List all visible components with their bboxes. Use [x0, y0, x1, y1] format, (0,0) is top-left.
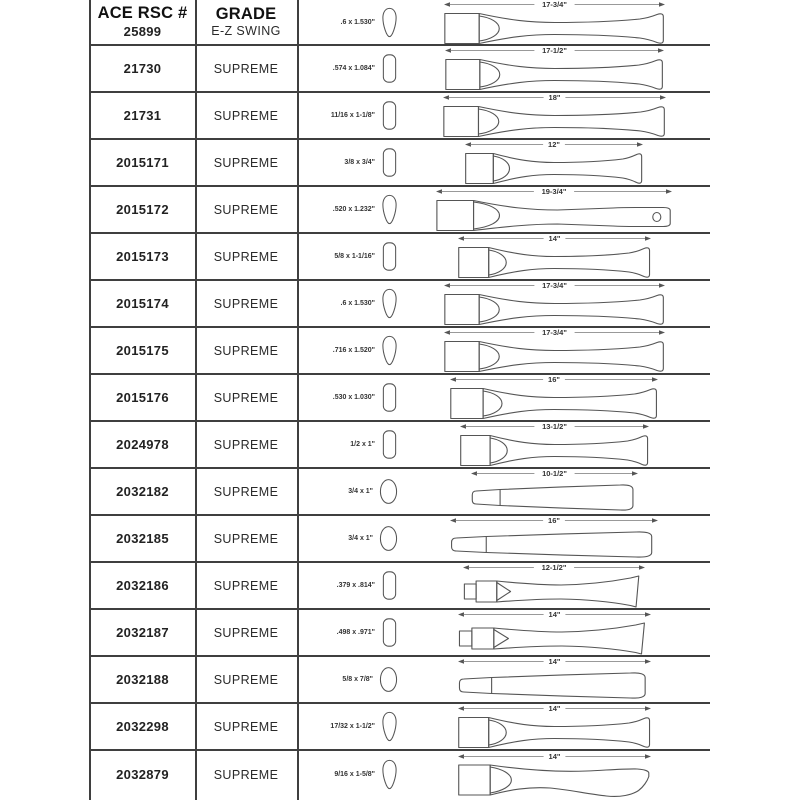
eye-section: [298, 751, 398, 798]
eye-shape-teardrop-svg: [381, 7, 398, 38]
part-cell: [90, 516, 195, 561]
eye-section: [298, 375, 398, 420]
eye-shape-capsule-svg: [381, 429, 398, 460]
handle-drawing: [402, 704, 706, 749]
grade-cell: [196, 328, 296, 373]
grade-cell: [196, 657, 296, 702]
grade-cell: [196, 375, 296, 420]
length-label: 19-3/4": [541, 187, 567, 196]
eye-dimensions: 3/8 x 3/4": [344, 159, 375, 166]
length-label: 17-1/2": [541, 46, 567, 55]
column-header-part: ACE RSC #: [97, 4, 188, 23]
length-label: 13-1/2": [541, 422, 567, 431]
handle-drawing-svg: [449, 515, 659, 562]
grade-label: SUPREME: [213, 249, 279, 264]
eye-cross-section: [381, 147, 398, 178]
eye-cross-section: [379, 666, 398, 693]
part-number: 2024978: [116, 437, 169, 452]
part-cell: [90, 187, 195, 232]
drawing-cell: [298, 751, 710, 798]
handle-drawing: [402, 328, 706, 373]
eye-shape-capsule-svg: [381, 382, 398, 413]
table-row: [90, 657, 710, 704]
part-number: 2032185: [116, 531, 169, 546]
eye-shape-capsule-svg: [381, 100, 398, 131]
eye-dimensions: 5/8 x 1-1/16": [334, 253, 375, 260]
eye-cross-section: [379, 478, 398, 505]
eye-dimensions: 1/2 x 1": [350, 441, 375, 448]
grade-cell: [196, 93, 296, 138]
eye-cross-section: [381, 194, 398, 225]
eye-shape-oval-svg: [379, 666, 398, 693]
length-label: 17-3/4": [541, 281, 567, 290]
eye-cross-section: [381, 241, 398, 272]
grade-label: SUPREME: [213, 202, 279, 217]
eye-section: [298, 187, 398, 232]
eye-shape-capsule-svg: [381, 617, 398, 648]
handle-drawing-svg: [464, 139, 644, 186]
handle-drawing: [402, 657, 706, 702]
drawing-cell: [298, 187, 710, 232]
handle-drawing: [402, 751, 706, 798]
part-number: 2015174: [116, 296, 169, 311]
eye-section: [298, 281, 398, 326]
drawing-cell: [298, 375, 710, 420]
dimension-arrow-right: [659, 330, 665, 334]
eye-shape-teardrop-svg: [381, 194, 398, 225]
grade-cell: [196, 751, 296, 798]
handle-drawing: [402, 610, 706, 655]
handle-drawing-svg: [442, 92, 667, 139]
eye-cross-section: [381, 335, 398, 366]
handle-drawing-svg: [459, 421, 650, 468]
dimension-arrow-right: [645, 236, 651, 240]
eye-cross-section: [381, 570, 398, 601]
handle-table: [90, 0, 710, 798]
part-number: 2015173: [116, 249, 169, 264]
eye-shape-oval-svg: [379, 478, 398, 505]
grade-cell: [196, 469, 296, 514]
table-row: [90, 328, 710, 375]
part-cell: [90, 422, 195, 467]
eye-section: [298, 657, 398, 702]
length-label: 16": [548, 516, 560, 525]
eye-shape-teardrop-svg: [381, 335, 398, 366]
grade-cell: [196, 422, 296, 467]
handle-drawing: [402, 234, 706, 279]
eye-shape-oval-svg: [379, 525, 398, 552]
eye-section: [298, 140, 398, 185]
eye-section: [298, 610, 398, 655]
drawing-cell: [298, 46, 710, 91]
eye-dimensions: .379 x .814": [336, 582, 375, 589]
length-label: 14": [548, 657, 560, 666]
grade-cell: [196, 140, 296, 185]
eye-shape-teardrop-svg: [381, 759, 398, 790]
table-row: [90, 93, 710, 140]
handle-drawing: [402, 187, 706, 232]
grade-label: SUPREME: [213, 155, 279, 170]
length-label: 10-1/2": [541, 469, 567, 478]
eye-cross-section: [381, 711, 398, 742]
grade-label: SUPREME: [213, 484, 279, 499]
grade-cell: [196, 610, 296, 655]
grade-label: SUPREME: [213, 437, 279, 452]
length-label: 12-1/2": [541, 563, 567, 572]
eye-cross-section: [381, 759, 398, 790]
grade-cell: [196, 704, 296, 749]
grade-cell: [196, 46, 296, 91]
grade-label: SUPREME: [213, 767, 279, 782]
dimension-arrow-right: [643, 424, 649, 428]
table-row: [90, 46, 710, 93]
part-cell: [90, 375, 195, 420]
eye-dimensions: 5/8 x 7/8": [342, 676, 373, 683]
table-row: [90, 281, 710, 328]
handle-drawing-svg: [462, 562, 646, 609]
eye-dimensions: 9/16 x 1-5/8": [334, 771, 375, 778]
drawing-cell: [298, 469, 710, 514]
eye-cross-section: [381, 7, 398, 38]
handle-drawing: [402, 46, 706, 91]
part-number: 2015175: [116, 343, 169, 358]
dimension-arrow-right: [652, 377, 658, 381]
part-cell: [90, 610, 195, 655]
eye-cross-section: [381, 53, 398, 84]
table-row: [90, 704, 710, 751]
dimension-arrow-right: [645, 659, 651, 663]
eye-shape-capsule-svg: [381, 53, 398, 84]
drawing-cell: [298, 422, 710, 467]
grade-cell: [196, 187, 296, 232]
part-number: 2032188: [116, 672, 169, 687]
dimension-arrow-right: [666, 189, 672, 193]
eye-dimensions: .498 x .971": [336, 629, 375, 636]
part-number: 21731: [123, 108, 162, 123]
table-row: [90, 234, 710, 281]
eye-dimensions: .716 x 1.520": [332, 347, 375, 354]
grade-cell: [196, 281, 296, 326]
grade-label: SUPREME: [213, 672, 279, 687]
drawing-cell: [298, 234, 710, 279]
dimension-arrow-right: [645, 612, 651, 616]
dimension-arrow-right: [659, 283, 665, 287]
grade-label: SUPREME: [213, 625, 279, 640]
eye-dimensions: 11/16 x 1-1/8": [330, 112, 375, 119]
table-row: [90, 0, 710, 46]
part-number: 21730: [123, 61, 162, 76]
table-row: [90, 610, 710, 657]
handle-drawing-svg: [457, 609, 652, 656]
eye-dimensions: 3/4 x 1": [348, 535, 373, 542]
eye-dimensions: 17/32 x 1-1/2": [330, 723, 375, 730]
part-cell: [90, 469, 195, 514]
grade-label: SUPREME: [213, 296, 279, 311]
eye-cross-section: [379, 525, 398, 552]
handle-drawing: [402, 93, 706, 138]
grade-label: SUPREME: [213, 390, 279, 405]
dimension-arrow-right: [637, 142, 643, 146]
length-label: 17-3/4": [541, 328, 567, 337]
part-cell: [90, 93, 195, 138]
eye-cross-section: [381, 288, 398, 319]
table-row: [90, 469, 710, 516]
part-cell: [90, 328, 195, 373]
eye-section: [298, 234, 398, 279]
eye-shape-capsule-svg: [381, 570, 398, 601]
grade-label: SUPREME: [213, 343, 279, 358]
eye-section: [298, 0, 398, 44]
grade-label: E-Z SWING: [211, 24, 281, 39]
eye-cross-section: [381, 100, 398, 131]
eye-dimensions: .6 x 1.530": [340, 300, 375, 307]
part-cell: [90, 46, 195, 91]
drawing-cell: [298, 140, 710, 185]
eye-cross-section: [381, 617, 398, 648]
handle-drawing-svg: [443, 327, 666, 374]
grade-label: SUPREME: [213, 61, 279, 76]
eye-dimensions: .574 x 1.084": [332, 65, 375, 72]
part-cell: [90, 234, 195, 279]
dimension-arrow-right: [645, 706, 651, 710]
table-row: [90, 187, 710, 234]
length-label: 14": [548, 234, 560, 243]
part-cell: [90, 563, 195, 608]
part-number: 2032879: [116, 767, 169, 782]
drawing-cell: [298, 0, 710, 44]
length-label: 16": [548, 375, 560, 384]
handle-drawing-svg: [444, 45, 665, 92]
handle-drawing: [402, 422, 706, 467]
handle-drawing: [402, 516, 706, 561]
length-label: 14": [548, 752, 560, 761]
eye-section: [298, 516, 398, 561]
drawing-cell: [298, 657, 710, 702]
drawing-cell: [298, 610, 710, 655]
table-row: [90, 751, 710, 798]
drawing-cell: [298, 281, 710, 326]
handle-drawing-svg: [435, 186, 673, 233]
length-label: 14": [548, 610, 560, 619]
grade-label: SUPREME: [213, 578, 279, 593]
grade-cell: [196, 0, 296, 44]
eye-section: [298, 469, 398, 514]
dimension-arrow-right: [639, 565, 645, 569]
eye-dimensions: .6 x 1.530": [340, 18, 375, 26]
hang-hole: [653, 213, 661, 222]
eye-cross-section: [381, 382, 398, 413]
part-cell: [90, 704, 195, 749]
dimension-arrow-right: [659, 2, 665, 6]
part-cell: [90, 657, 195, 702]
eye-section: [298, 46, 398, 91]
length-label: 12": [548, 140, 560, 149]
grade-cell: [196, 563, 296, 608]
eye-shape-teardrop-svg: [381, 711, 398, 742]
grade-label: SUPREME: [213, 719, 279, 734]
part-number: 25899: [123, 23, 162, 39]
drawing-cell: [298, 328, 710, 373]
handle-drawing: [402, 281, 706, 326]
table-row: [90, 516, 710, 563]
handle-drawing: [402, 563, 706, 608]
grade-label: SUPREME: [213, 531, 279, 546]
handle-drawing: [402, 0, 706, 44]
dimension-arrow-right: [652, 518, 658, 522]
handle-drawing: [402, 469, 706, 514]
part-number: 2032187: [116, 625, 169, 640]
part-cell: [90, 140, 195, 185]
length-label: 14": [548, 704, 560, 713]
eye-dimensions: .530 x 1.030": [332, 394, 375, 401]
table-row: [90, 140, 710, 187]
column-header-grade: GRADE: [215, 4, 277, 23]
handle-drawing: [402, 140, 706, 185]
part-number: 2015171: [116, 155, 169, 170]
handle-drawing-svg: [457, 751, 652, 798]
grade-label: SUPREME: [213, 108, 279, 123]
part-cell: [90, 751, 195, 798]
length-label: 17-3/4": [541, 0, 567, 9]
handle-drawing-svg: [449, 374, 659, 421]
part-number: 2032298: [116, 719, 169, 734]
grade-cell: [196, 516, 296, 561]
dimension-arrow-right: [645, 754, 651, 758]
eye-section: [298, 704, 398, 749]
eye-shape-teardrop-svg: [381, 288, 398, 319]
dimension-arrow-right: [660, 95, 666, 99]
eye-section: [298, 93, 398, 138]
part-number: 2015176: [116, 390, 169, 405]
dimension-arrow-right: [632, 471, 638, 475]
eye-section: [298, 422, 398, 467]
part-number: 2032186: [116, 578, 169, 593]
drawing-cell: [298, 563, 710, 608]
dimension-arrow-right: [658, 48, 664, 52]
part-cell: [90, 0, 195, 44]
handle-drawing-svg: [470, 468, 639, 515]
handle-drawing-svg: [457, 656, 652, 703]
part-number: 2015172: [116, 202, 169, 217]
eye-section: [298, 563, 398, 608]
table-row: [90, 375, 710, 422]
eye-shape-capsule-svg: [381, 241, 398, 272]
drawing-cell: [298, 93, 710, 138]
handle-drawing: [402, 375, 706, 420]
length-label: 18": [548, 93, 560, 102]
grade-cell: [196, 234, 296, 279]
handle-drawing-svg: [443, 280, 666, 327]
table-row: [90, 422, 710, 469]
handle-drawing-svg: [457, 233, 652, 280]
table-row: [90, 563, 710, 610]
eye-shape-capsule-svg: [381, 147, 398, 178]
handle-drawing-svg: [443, 0, 666, 46]
eye-dimensions: 3/4 x 1": [348, 488, 373, 495]
drawing-cell: [298, 704, 710, 749]
drawing-cell: [298, 516, 710, 561]
part-cell: [90, 281, 195, 326]
eye-dimensions: .520 x 1.232": [332, 206, 375, 213]
eye-section: [298, 328, 398, 373]
eye-cross-section: [381, 429, 398, 460]
part-number: 2032182: [116, 484, 169, 499]
handle-drawing-svg: [457, 703, 652, 750]
